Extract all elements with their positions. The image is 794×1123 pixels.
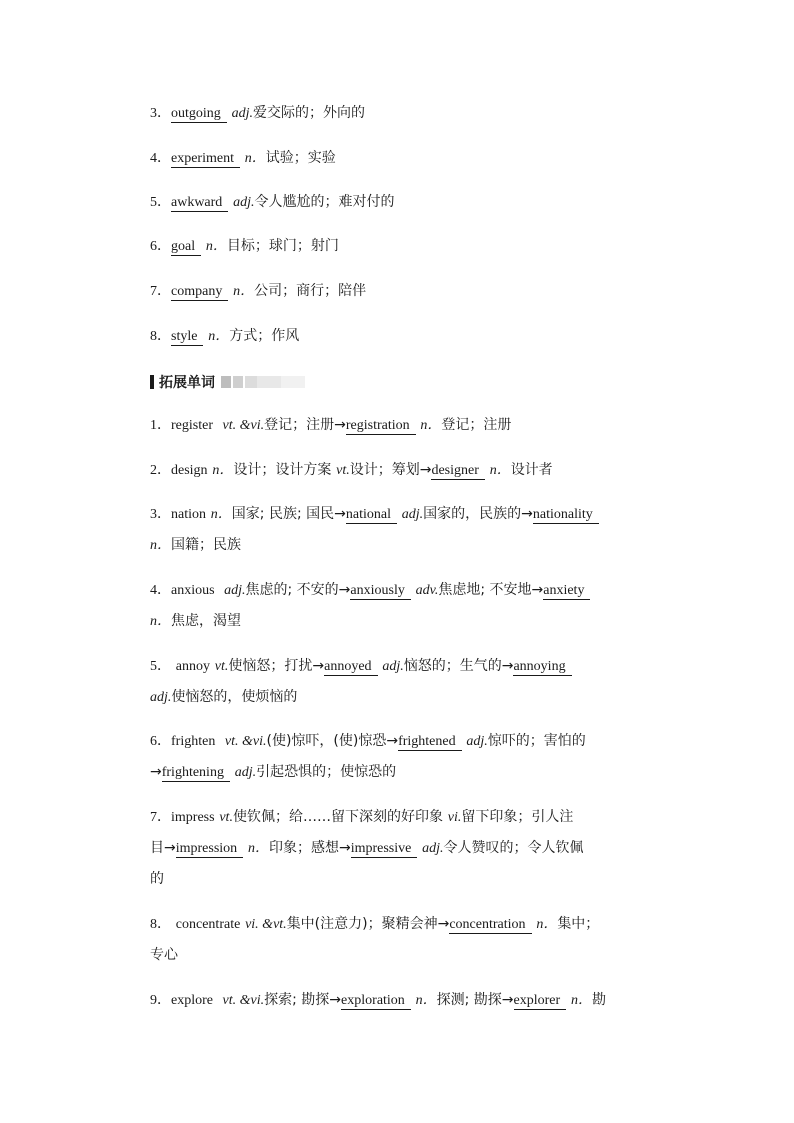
meaning: 令人尴尬的；难对付的: [254, 194, 395, 210]
answer-word: national: [346, 507, 397, 524]
answer-word: exploration: [341, 993, 411, 1010]
base-word: concentrate: [175, 917, 241, 932]
ext-word-7: [150, 806, 670, 828]
meaning: 设计；设计方案: [233, 462, 332, 478]
answer-word: outgoing: [171, 106, 227, 123]
part-of-speech: n．: [247, 841, 269, 856]
part-of-speech: adv.: [415, 583, 439, 598]
item-number: 1．: [150, 418, 171, 433]
base-word: explore: [171, 993, 213, 1008]
answer-word: frightening: [162, 765, 230, 782]
part-of-speech: n．: [205, 239, 227, 254]
base-word: register: [171, 418, 213, 433]
item-number: 3．: [150, 507, 171, 522]
ext-word-7-continued: [150, 837, 670, 859]
part-of-speech: n．: [212, 463, 234, 478]
item-number: 6．: [150, 734, 171, 749]
part-of-speech: adj.: [234, 765, 257, 780]
part-of-speech: n．: [208, 329, 230, 344]
basic-word-3: [150, 102, 670, 124]
part-of-speech: vt.: [336, 463, 350, 478]
base-word: anxious: [171, 583, 215, 598]
ext-word-5-continued: [150, 686, 670, 708]
meaning: 试验；实验: [265, 150, 336, 166]
answer-word: concentration: [449, 917, 531, 934]
item-number: 8．: [150, 329, 171, 344]
meaning: 探测; 勘探→: [436, 992, 514, 1008]
base-word: design: [171, 463, 208, 478]
part-of-speech: n．: [210, 507, 232, 522]
ext-word-3-continued: [150, 534, 670, 556]
part-of-speech: n．: [150, 614, 171, 629]
item-number: 9．: [150, 993, 171, 1008]
part-of-speech: adj.: [233, 195, 255, 210]
ext-word-3: [150, 503, 670, 525]
ext-word-4-continued: [150, 610, 670, 632]
item-number: 4．: [150, 151, 171, 166]
meaning: 的: [150, 871, 164, 887]
basic-word-4: [150, 147, 670, 169]
part-of-speech: n．: [244, 151, 266, 166]
meaning: 集中(注意力)；聚精会神→: [286, 916, 450, 932]
deco-block: [257, 376, 281, 388]
meaning: (使)惊吓，(使)惊恐→: [266, 733, 399, 749]
item-number: 8．: [150, 917, 171, 932]
meaning: 印象；感想→: [268, 840, 351, 856]
meaning: 专心: [150, 947, 178, 963]
answer-word: anxiously: [350, 583, 410, 600]
answer-word: style: [171, 329, 203, 346]
base-word: annoy: [175, 659, 210, 674]
deco-block: [245, 376, 257, 388]
basic-word-8: [150, 325, 670, 347]
answer-word: annoying: [513, 659, 571, 676]
item-number: 5．: [150, 195, 171, 210]
meaning: 集中；: [557, 916, 600, 932]
section-title: 拓展单词: [159, 375, 215, 391]
part-of-speech: adj.: [422, 841, 444, 856]
meaning: 国家; 民族; 国民→: [231, 506, 346, 522]
answer-word: anxiety: [543, 583, 590, 600]
section-heading: [150, 373, 305, 391]
meaning: 登记；注册: [441, 417, 512, 433]
item-number: 6．: [150, 239, 171, 254]
part-of-speech: adj.: [382, 659, 404, 674]
part-of-speech: vt.: [219, 810, 233, 825]
meaning: 国家的，民族的→: [423, 506, 533, 522]
meaning: 勘: [591, 992, 606, 1008]
meaning: 设计者: [510, 462, 553, 478]
ext-word-8: [150, 913, 670, 935]
basic-word-7: [150, 280, 670, 302]
part-of-speech: vt.: [214, 659, 229, 674]
arrow: →: [150, 764, 162, 780]
part-of-speech: vi. &vt.: [245, 917, 287, 932]
meaning: 设计；筹划→: [349, 462, 432, 478]
part-of-speech: vt. &vi.: [222, 993, 265, 1008]
answer-word: experiment: [171, 151, 240, 168]
answer-word: designer: [431, 463, 484, 480]
meaning: 爱交际的；外向的: [252, 105, 365, 121]
part-of-speech: n．: [420, 418, 442, 433]
part-of-speech: vt. &vi.: [224, 734, 267, 749]
part-of-speech: n．: [415, 993, 437, 1008]
base-word: nation: [171, 507, 206, 522]
meaning: 公司；商行；陪伴: [254, 283, 367, 299]
basic-word-6: [150, 235, 670, 257]
ext-word-6-continued: [150, 761, 670, 783]
part-of-speech: adj.: [231, 106, 253, 121]
meaning: 焦虑地; 不安地→: [438, 582, 544, 598]
deco-block: [281, 376, 305, 388]
deco-block: [233, 376, 243, 388]
meaning: 目→: [150, 840, 176, 856]
answer-word: company: [171, 284, 228, 301]
answer-word: awkward: [171, 195, 228, 212]
heading-gradient-decoration: [221, 376, 305, 388]
answer-word: impression: [176, 841, 243, 858]
meaning: 使恼怒的，使烦恼的: [171, 689, 298, 705]
meaning: 惊吓的；害怕的: [487, 733, 586, 749]
part-of-speech: vt. &vi.: [222, 418, 265, 433]
meaning: 国籍；民族: [171, 537, 241, 553]
answer-word: goal: [171, 239, 201, 256]
ext-word-5: [150, 655, 670, 677]
deco-block: [221, 376, 231, 388]
base-word: impress: [171, 810, 215, 825]
base-word: frighten: [171, 734, 216, 749]
answer-word: annoyed: [324, 659, 377, 676]
ext-word-1: [150, 414, 670, 436]
part-of-speech: n．: [233, 284, 255, 299]
meaning: 焦虑，渴望: [171, 613, 241, 629]
item-number: 7．: [150, 284, 171, 299]
meaning: 使恼怒；打扰→: [228, 658, 325, 674]
meaning: 令人赞叹的；令人钦佩: [443, 840, 584, 856]
item-number: 5．: [150, 659, 171, 674]
part-of-speech: adj.: [466, 734, 488, 749]
part-of-speech: n．: [570, 993, 592, 1008]
ext-word-9: [150, 989, 670, 1011]
meaning: 焦虑的; 不安的→: [245, 582, 351, 598]
meaning: 恼怒的；生气的→: [403, 658, 514, 674]
meaning: 目标；球门；射门: [226, 238, 339, 254]
basic-word-5: [150, 191, 670, 213]
meaning: 引起恐惧的；使惊恐的: [256, 764, 397, 780]
meaning: 方式；作风: [229, 328, 300, 344]
ext-word-7-continued-2: [150, 868, 670, 889]
part-of-speech: vi.: [447, 810, 462, 825]
ext-word-2: [150, 459, 670, 481]
heading-marker-bar: [150, 375, 154, 389]
part-of-speech: adj.: [401, 507, 424, 522]
part-of-speech: n．: [150, 538, 171, 553]
item-number: 3．: [150, 106, 171, 121]
meaning: 登记；注册→: [264, 417, 346, 433]
part-of-speech: adj.: [150, 690, 172, 705]
item-number: 7．: [150, 810, 171, 825]
meaning: 使钦佩；给……留下深刻的好印象: [232, 809, 443, 825]
answer-word: explorer: [514, 993, 567, 1010]
answer-word: frightened: [398, 734, 462, 751]
answer-word: registration: [346, 418, 416, 435]
part-of-speech: adj.: [224, 583, 246, 598]
ext-word-6: [150, 730, 670, 752]
answer-word: nationality: [533, 507, 599, 524]
item-number: 4．: [150, 583, 171, 598]
ext-word-4: [150, 579, 670, 601]
part-of-speech: n．: [536, 917, 558, 932]
meaning: 留下印象；引人注: [461, 809, 574, 825]
answer-word: impressive: [351, 841, 418, 858]
part-of-speech: n．: [489, 463, 511, 478]
ext-word-8-continued: [150, 944, 670, 965]
meaning: 探索; 勘探→: [264, 992, 342, 1008]
item-number: 2．: [150, 463, 171, 478]
